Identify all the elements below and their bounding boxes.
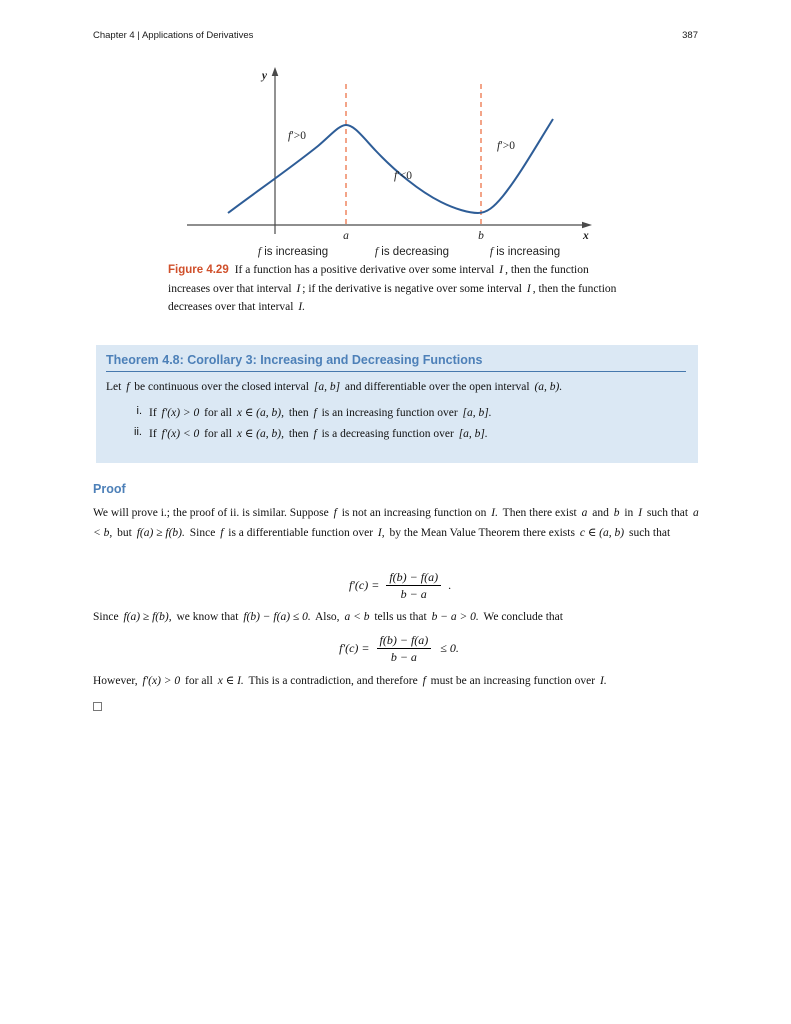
list-item-text: If f′(x) > 0 for all x ∈ (a, b), then f is an increasing function over [a, b]. <box>149 407 492 419</box>
equation-rhs: ≤ 0. <box>440 640 459 655</box>
conclusion-equation <box>93 633 705 665</box>
region-label-right: f is increasing <box>489 246 561 258</box>
page-number: 387 <box>682 30 698 41</box>
fraction-numerator: f(b) − f(a) <box>386 570 441 586</box>
proof-paragraph-3: However, f′(x) > 0 for all x ∈ I. This is a contradiction, and therefore f must be an increasing function over I. <box>93 675 607 687</box>
equation-lhs: f′(c) = <box>348 577 380 592</box>
y-axis-arrow-icon <box>272 67 279 76</box>
fraction-denominator: b − a <box>390 650 417 665</box>
theorem-title: Theorem 4.8: Corollary 3: Increasing and Decreasing Functions <box>106 353 686 372</box>
theorem-list <box>106 405 686 440</box>
theorem-intro: Let f be continuous over the closed interval [a, b] and differentiable over the open interval (a, b). <box>106 381 563 393</box>
equation-lhs: f′(c) = <box>339 640 370 655</box>
theorem-item-i <box>106 405 686 419</box>
region-label-left: f is increasing <box>257 246 329 258</box>
slope-label-middle: f′<0 <box>394 170 412 182</box>
proof-paragraph-2: Since f(a) ≥ f(b), we know that f(b) − f(a) ≤ 0. Also, a < b tells us that b − a > 0. We conclude that <box>93 611 563 623</box>
qed-symbol <box>93 702 102 711</box>
proof-heading: Proof <box>93 482 126 496</box>
function-curve <box>228 119 553 213</box>
list-marker-i: i. <box>136 405 142 417</box>
theorem-box <box>96 345 698 463</box>
fraction <box>386 570 441 602</box>
mvt-equation <box>93 570 705 602</box>
fraction-denominator: b − a <box>400 587 427 602</box>
list-marker-ii: ii. <box>134 426 142 438</box>
proof-paragraph-1: We will prove i.; the proof of ii. is similar. Suppose f is not an increasing function on I. Then there exist a and b in I such that a < b, but f(a) ≥ f(b). Since f is a differentiable function over I, by the Mean Value Theorem there exists c ∈ (a, b) such that <box>93 507 699 539</box>
x-axis-label: x <box>583 230 589 242</box>
point-label-b: b <box>478 230 484 242</box>
region-label-middle: f is decreasing <box>374 246 450 258</box>
chapter-header: Chapter 4 | Applications of Derivatives <box>93 30 254 41</box>
theorem-item-ii <box>106 426 686 440</box>
y-axis-label: y <box>261 70 267 82</box>
x-axis-arrow-icon <box>582 222 592 229</box>
figure-4-29-graph <box>183 60 603 262</box>
slope-label-right: f′>0 <box>497 140 515 152</box>
list-item-text: If f′(x) < 0 for all x ∈ (a, b), then f is a decreasing function over [a, b]. <box>149 428 488 440</box>
equation-rhs: . <box>448 577 452 592</box>
fraction-numerator: f(b) − f(a) <box>377 633 432 649</box>
fraction <box>377 633 432 665</box>
slope-label-left: f′>0 <box>288 130 306 142</box>
point-label-a: a <box>343 230 349 242</box>
figure-caption: Figure 4.29 If a function has a positive derivative over some interval I , then the function increases over that interval I ; if the derivative is negative over some interval I , then the function decreases over that interval I. <box>168 264 617 313</box>
